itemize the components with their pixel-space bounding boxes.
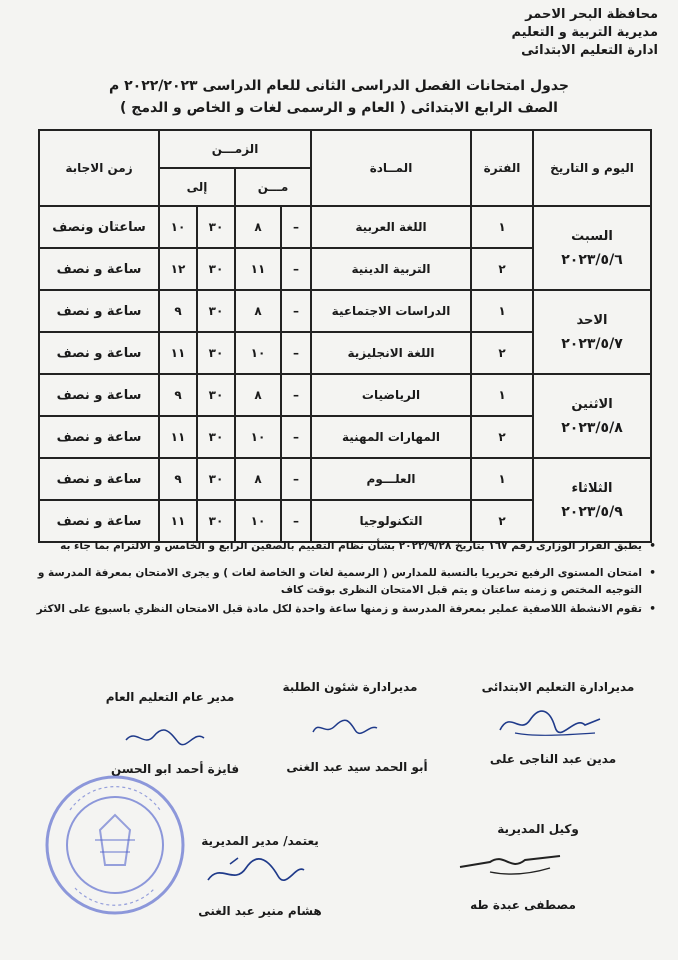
to-hour-cell: ١٢: [159, 248, 197, 290]
exam-date: ٢٠٢٣/٥/٩: [561, 503, 623, 520]
dash-cell: –: [281, 416, 311, 458]
primary-director-signature: [495, 705, 605, 741]
day-name: الاثنين: [571, 396, 613, 412]
to-hour-cell: ٩: [159, 290, 197, 332]
header-from: مـــن: [235, 168, 311, 206]
table-row: [39, 290, 651, 332]
from-minute-cell: ٣٠: [197, 290, 235, 332]
duration-cell: ساعة و نصف: [39, 500, 159, 542]
duration-cell: ساعة و نصف: [39, 374, 159, 416]
period-cell: ١: [471, 290, 533, 332]
from-hour-cell: ١٠: [235, 500, 281, 542]
to-hour-cell: ١٠: [159, 206, 197, 248]
student-affairs-signature: [305, 712, 385, 742]
from-minute-cell: ٣٠: [197, 332, 235, 374]
header-time: الزمـــن: [159, 130, 311, 168]
general-education-title: مدير عام التعليم العام: [105, 690, 235, 704]
general-education-signature: [120, 722, 210, 752]
subject-cell: اللغة العربية: [311, 206, 471, 248]
exam-schedule-table: [38, 129, 652, 543]
deputy-title: وكيل المديرية: [497, 822, 579, 836]
directorate-director-title: يعتمد/ مدير المديرية: [201, 834, 319, 848]
from-minute-cell: ٣٠: [197, 248, 235, 290]
from-hour-cell: ٨: [235, 374, 281, 416]
subject-cell: المهارات المهنية: [311, 416, 471, 458]
table-row: [39, 458, 651, 500]
dash-cell: –: [281, 206, 311, 248]
day-name: الاحد: [576, 312, 608, 328]
primary-director-name: مدين عبد الناجى على: [489, 752, 617, 766]
period-cell: ١: [471, 206, 533, 248]
from-hour-cell: ١٠: [235, 416, 281, 458]
period-cell: ١: [471, 458, 533, 500]
period-cell: ٢: [471, 248, 533, 290]
subject-cell: الدراسات الاجتماعية: [311, 290, 471, 332]
issuer-header: [511, 6, 658, 60]
to-hour-cell: ٩: [159, 458, 197, 500]
day-date-cell: [533, 374, 651, 458]
note-item: • تقوم الانشطة اللاصفية عملير بمعرفة المدرسة و زمنها ساعة واحدة لكل مادة قبل الامتحان النظري باسبوع على الاكثر: [16, 601, 656, 618]
directorate-director-signature: [200, 852, 310, 892]
to-hour-cell: ١١: [159, 416, 197, 458]
note-item: • يطبق القرار الوزارى رقم ١٦٧ بتاريخ ٢٠٢٢/٩/٢٨ بشأن نظام التقييم بالصفين الرابع و الخامس و الالترام بما جاء به: [16, 538, 656, 555]
day-name: السبت: [571, 228, 613, 244]
primary-director-title: مديرادارة التعليم الابتدائى: [481, 680, 635, 694]
from-minute-cell: ٣٠: [197, 458, 235, 500]
from-hour-cell: ٨: [235, 206, 281, 248]
subject-cell: التكنولوجيا: [311, 500, 471, 542]
from-minute-cell: ٣٠: [197, 374, 235, 416]
directorate-line: مديرية التربية و التعليم: [511, 25, 658, 40]
subject-cell: اللغة الانجليزية: [311, 332, 471, 374]
duration-cell: ساعة و نصف: [39, 332, 159, 374]
exam-date: ٢٠٢٣/٥/٦: [561, 251, 623, 268]
day-date-cell: [533, 458, 651, 542]
student-affairs-name: أبو الحمد سيد عبد الغنى: [286, 760, 428, 774]
duration-cell: ساعة و نصف: [39, 458, 159, 500]
from-minute-cell: ٣٠: [197, 416, 235, 458]
note-item: • امتحان المستوى الرفيع تحريريا بالنسبة للمدارس ( الرسمية لغات و الخاصة لغات ) و يجرى الامتحان بمعرفة المدرسة و التوجيه المختص و زمنه ساعتان و يتم قبل الامتحان النظرى بوقت كاف: [16, 565, 656, 599]
deputy-signature: [450, 842, 570, 882]
header-subject: المــادة: [311, 130, 471, 206]
dash-cell: –: [281, 458, 311, 500]
dash-cell: –: [281, 290, 311, 332]
period-cell: ١: [471, 374, 533, 416]
period-cell: ٢: [471, 332, 533, 374]
duration-cell: ساعتان ونصف: [39, 206, 159, 248]
dash-cell: –: [281, 332, 311, 374]
exam-date: ٢٠٢٣/٥/٧: [561, 335, 623, 352]
exam-date: ٢٠٢٣/٥/٨: [561, 419, 623, 436]
from-hour-cell: ٨: [235, 290, 281, 332]
from-minute-cell: ٣٠: [197, 500, 235, 542]
dash-cell: –: [281, 374, 311, 416]
dash-cell: –: [281, 248, 311, 290]
day-name: الثلاثاء: [571, 480, 613, 496]
header-duration: زمن الاجابة: [39, 130, 159, 206]
from-hour-cell: ١٠: [235, 332, 281, 374]
duration-cell: ساعة و نصف: [39, 248, 159, 290]
governorate-line: محافظة البحر الاحمر: [525, 7, 658, 22]
general-education-name: فايزة أحمد ابو الحسن: [110, 762, 240, 776]
to-hour-cell: ١١: [159, 500, 197, 542]
duration-cell: ساعة و نصف: [39, 290, 159, 332]
deputy-name: مصطفى عبدة طه: [470, 898, 576, 912]
administration-line: ادارة التعليم الابتدائى: [521, 43, 658, 58]
period-cell: ٢: [471, 500, 533, 542]
document-title: جدول امتحانات الفصل الدراسى الثانى للعام الدراسى ٢٠٢٢/٢٠٢٣ م: [108, 78, 569, 94]
subject-cell: العلـــوم: [311, 458, 471, 500]
table-row: [39, 206, 651, 248]
notes-list: [16, 538, 656, 618]
duration-cell: ساعة و نصف: [39, 416, 159, 458]
student-affairs-title: مديرادارة شئون الطلبة: [282, 680, 418, 694]
header-period: الفترة: [471, 130, 533, 206]
dash-cell: –: [281, 500, 311, 542]
subject-cell: الرياضيات: [311, 374, 471, 416]
from-hour-cell: ١١: [235, 248, 281, 290]
from-hour-cell: ٨: [235, 458, 281, 500]
header-day-date: اليوم و التاريخ: [533, 130, 651, 206]
header-to: إلى: [159, 168, 235, 206]
day-date-cell: [533, 290, 651, 374]
day-date-cell: [533, 206, 651, 290]
official-seal: [40, 770, 190, 920]
table-row: [39, 374, 651, 416]
to-hour-cell: ١١: [159, 332, 197, 374]
directorate-director-name: هشام منير عبد الغنى: [198, 904, 322, 918]
document-subtitle: الصف الرابع الابتدائى ( العام و الرسمى لغات و الخاص و الدمج ): [120, 100, 558, 116]
period-cell: ٢: [471, 416, 533, 458]
to-hour-cell: ٩: [159, 374, 197, 416]
from-minute-cell: ٣٠: [197, 206, 235, 248]
subject-cell: التربية الدينية: [311, 248, 471, 290]
